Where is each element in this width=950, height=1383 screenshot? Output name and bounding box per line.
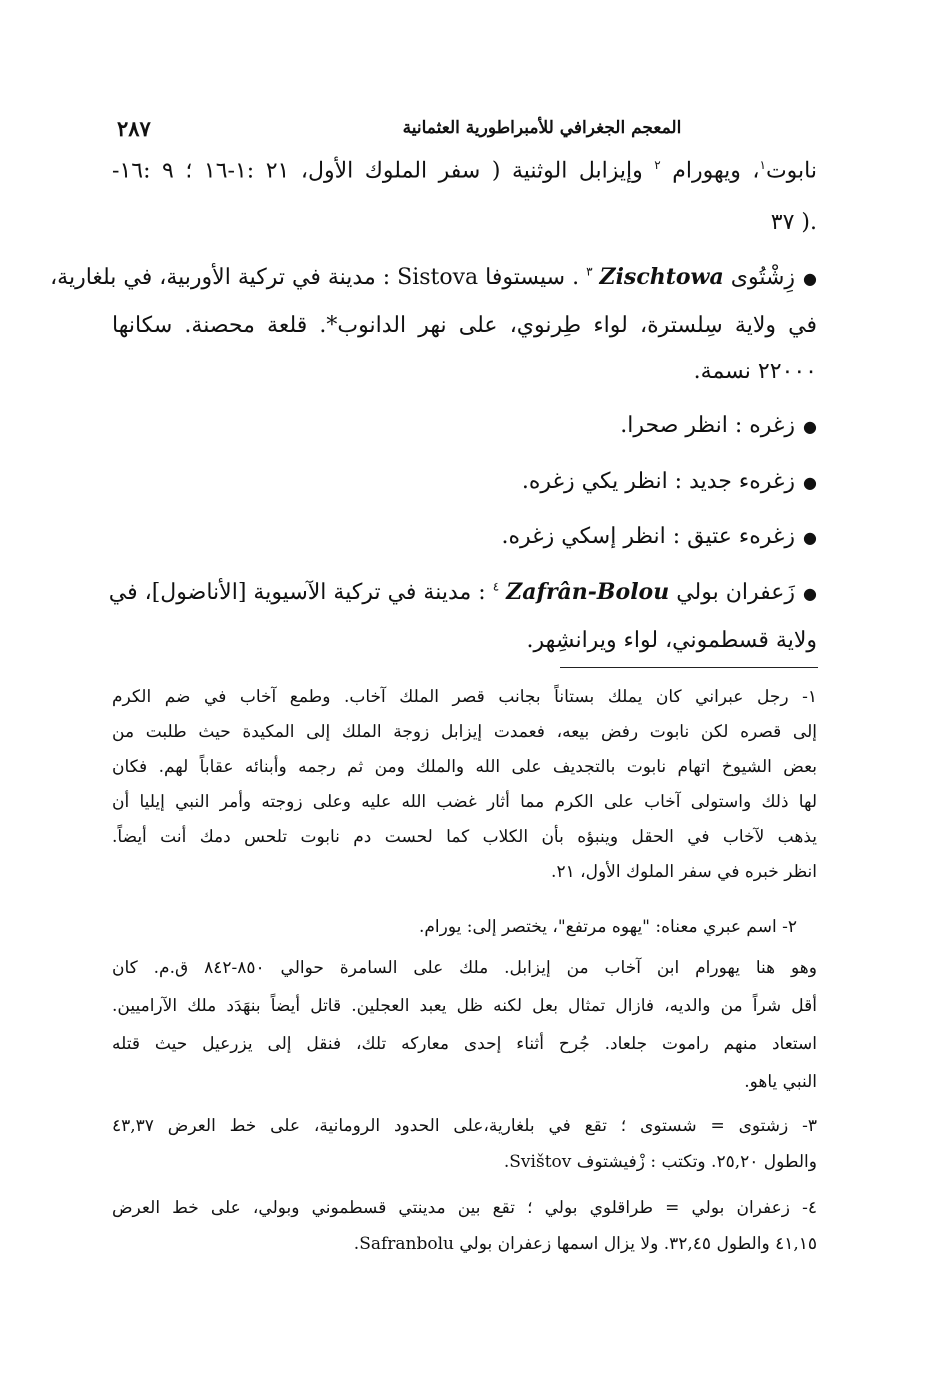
footnote-1-line: يذهب لآخاب في الحقل وينبؤه بأن الكلاب كما لحست دم نابوت تلحس دمك أنت أيضاً.	[112, 827, 817, 847]
footnote-2-line: استعاد منهم راموت جلعاد. جُرح أثناء إحدى معاركه تلك، فنقل إلى يزرعيل حيث قتله	[112, 1034, 817, 1054]
page-number: ٢٨٧	[117, 116, 151, 141]
footnote-divider	[560, 667, 818, 668]
footnote-1-line: بعض الشيوخ اتهام نابوت بالتجديف على الله والملك ومن ثم رجمه وأبنائه عقاباً لهم. فكان	[112, 757, 817, 777]
footnote-1-line: إلى قصره لكن نابوت رفض بيعه، فعمدت إيزابل زوجة الملك إلى المكيدة حيث طلبت من	[112, 722, 817, 742]
page-header	[117, 116, 817, 146]
footnote-3-line: والطول ٢٥,٢٠. وتكتب : زْفيشتوف Svištov.	[503, 1152, 817, 1172]
footnote-1-line: انظر خبره في سفر الملوك الأول، ٢١.	[551, 862, 817, 882]
continuation-line: .( ٣٧	[770, 210, 817, 235]
bullet-icon: ●	[803, 417, 817, 436]
footnote-4: ٤- زعفران بولي = طراقلوي بولي ؛ تقع بين مدينتي قسطموني وبولي، على خط العرض	[112, 1198, 817, 1218]
bullet-icon: ●	[803, 584, 817, 603]
footnote-4-line: ٤١,١٥ والطول ٣٢,٤٥. ولا يزال اسمها زعفران بولي Safranbolu.	[353, 1234, 817, 1254]
footnote-2-line: أقل شراً من والديه، فازال تمثال بعل لكنه ظل يعبد العجلين. قاتل أيضاً بنهَدَد ملك الآراميين.	[112, 996, 817, 1016]
entry-zischtowa-line: ٢٢٠٠٠ نسمة.	[693, 359, 817, 384]
entry-zaghra-atiq: ●زغرهء عتيق : انظر إسكي زغره.	[501, 524, 817, 549]
bullet-icon: ●	[803, 269, 817, 288]
entry-zafran-bolou-line: ولاية قسطموني، لواء ويرانشِهر.	[526, 628, 817, 653]
footnote-1-line: لها ذلك واستولى آخاب على الكرم مما أثار غضب الله عليه وعلى زوجته وأمر النبي إيليا أن	[112, 792, 817, 812]
entry-zafran-bolou: ●زَعفران بولي Zafrân-Bolou $^٤$ : مدينة في تركية الآسيوية [الأناضول]، في	[108, 579, 817, 605]
footnote-2-line: وهو هنا يهورام ابن آخاب من إيزابل. ملك على السامرة حوالي ٨٥٠-٨٤٢ ق.م. كان	[112, 958, 817, 978]
footnote-1: ١- رجل عبراني كان يملك بستاناً بجانب قصر الملك آخاب. وطمع آخاب في ضم الكرم	[112, 687, 817, 707]
bullet-icon: ●	[803, 528, 817, 547]
footnote-2: ٢- اسم عبري معناه: "يهوه مرتفع"، يختصر إلى: يورام.	[419, 917, 797, 937]
continuation-line: نابوت$^١$، ويهورام $^٢$ وإيزابل الوثنية ( سفر الملوك الأول، ٢١ :١-١٦ ؛ ٩ :١٦-	[112, 158, 817, 184]
entry-zischtowa: ●زِشْتُوى Zischtowa $^٣$ . سيستوفا Sistova : مدينة في تركية الأوربية، في بلغارية،	[50, 264, 817, 290]
footnote-2-line: النبي ياهو.	[744, 1072, 817, 1092]
footnote-3: ٣- زشتوى = شستوى ؛ تقع في بلغارية،على الحدود الرومانية، على خط العرض ٤٣,٣٧	[112, 1116, 817, 1136]
entry-zaghra: ●زغره : انظر صحرا.	[620, 413, 817, 438]
entry-zaghra-jadid: ●زغرهء جديد : انظر يكي زغره.	[521, 469, 817, 494]
running-title: المعجم الجغرافي للأمبراطورية العثمانية	[402, 118, 682, 138]
bullet-icon: ●	[803, 473, 817, 492]
entry-zischtowa-line: في ولاية سِلسترة، لواء طِرنوي، على نهر الدانوب*. قلعة محصنة. سكانها	[112, 313, 817, 338]
